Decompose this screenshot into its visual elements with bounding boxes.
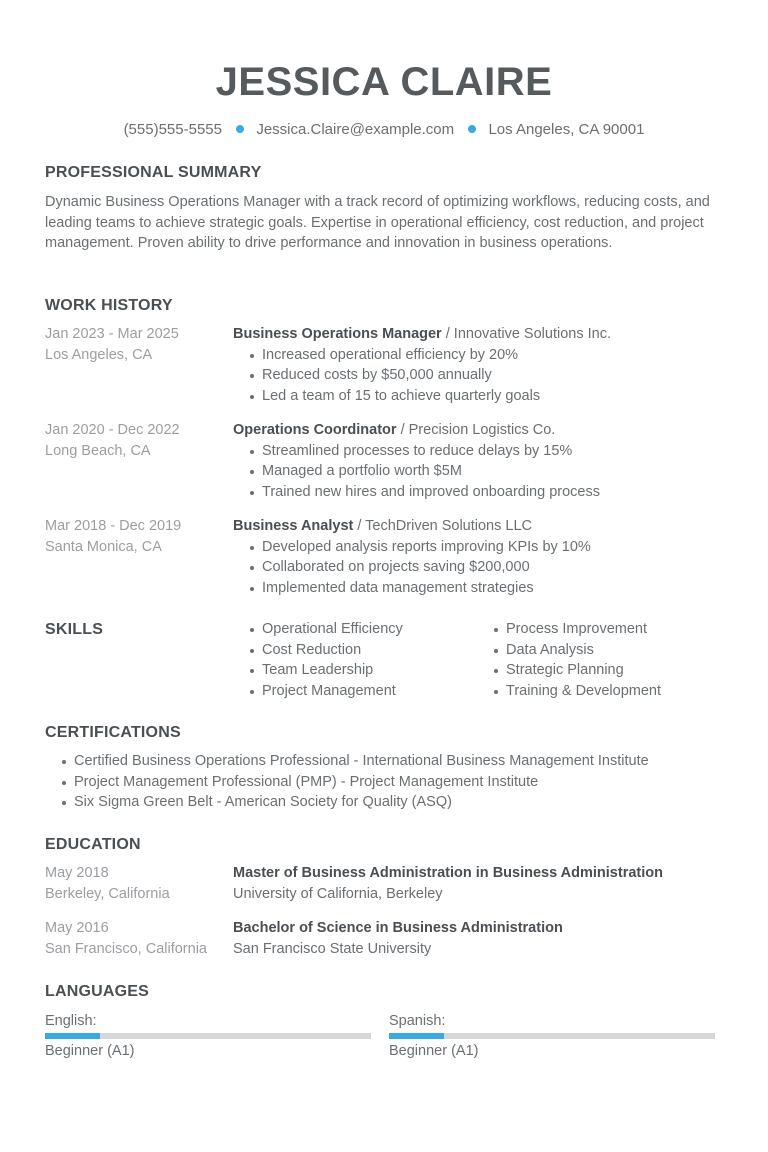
education-school: San Francisco State University [233, 940, 432, 957]
job-dates: Jan 2020 - Dec 2022 [45, 422, 180, 438]
job-location: Santa Monica, CA [45, 538, 162, 555]
skill-item: Project Management [262, 681, 403, 702]
job-bullet: Reduced costs by $50,000 annually [262, 365, 733, 386]
certifications-heading: CERTIFICATIONS [45, 724, 181, 741]
summary-text: Dynamic Business Operations Manager with a track record of optimizing workflows, reducing costs, and leading teams to achieve strategic goals. Expertise in operational efficiency, cost reduction, and project management. Proven ability to drive performance and innovation in business operations. [45, 194, 710, 252]
education-date: May 2016 [45, 920, 109, 936]
language-proficiency-fill [389, 1033, 444, 1039]
job-bullet: Developed analysis reports improving KPIs by 10% [262, 537, 733, 558]
skill-item: Strategic Planning [506, 660, 661, 681]
job-role: Business Operations Manager [233, 326, 442, 342]
job-bullet: Managed a portfolio worth $5M [262, 461, 733, 482]
job-bullet: Increased operational efficiency by 20% [262, 345, 733, 366]
skill-item: Data Analysis [506, 640, 661, 661]
education-location: San Francisco, California [45, 940, 207, 957]
separator-dot-icon [236, 125, 244, 133]
skill-item: Operational Efficiency [262, 619, 403, 640]
job-bullet: Streamlined processes to reduce delays by 15% [262, 441, 733, 462]
location: Los Angeles, CA 90001 [488, 121, 645, 138]
skill-item: Process Improvement [506, 619, 661, 640]
job-role: Business Analyst [233, 518, 354, 534]
separator-dot-icon [468, 125, 476, 133]
job-company: / Precision Logistics Co. [396, 422, 556, 438]
education-school: University of California, Berkeley [233, 885, 443, 902]
job-bullet: Trained new hires and improved onboarding process [262, 482, 733, 503]
language-proficiency-bar [389, 1033, 715, 1039]
skill-item: Team Leadership [262, 660, 403, 681]
language-proficiency-bar [45, 1033, 371, 1039]
certifications-list [45, 751, 735, 813]
education-degree: Bachelor of Science in Business Administration [233, 920, 563, 936]
job-bullet: Implemented data management strategies [262, 578, 733, 599]
contact-line [0, 121, 768, 138]
candidate-name: JESSICA CLAIRE [215, 60, 553, 104]
language-name: English: [45, 1013, 97, 1029]
job-bullet: Collaborated on projects saving $200,000 [262, 557, 733, 578]
work-history-heading: WORK HISTORY [45, 297, 173, 314]
language-level: Beginner (A1) [389, 1043, 479, 1059]
skill-item: Training & Development [506, 681, 661, 702]
education-location: Berkeley, California [45, 885, 170, 902]
education-degree: Master of Business Administration in Business Administration [233, 865, 663, 881]
job-dates: Mar 2018 - Dec 2019 [45, 518, 182, 534]
job-bullet: Led a team of 15 to achieve quarterly goals [262, 386, 733, 407]
job-location: Long Beach, CA [45, 442, 151, 459]
email: Jessica.Claire@example.com [256, 121, 455, 138]
language-level: Beginner (A1) [45, 1043, 135, 1059]
certification-item: Certified Business Operations Professional - International Business Management Institute [74, 751, 735, 772]
certification-item: Project Management Professional (PMP) - Project Management Institute [74, 772, 735, 793]
skills-heading: SKILLS [45, 621, 104, 638]
language-entry [389, 1012, 715, 1060]
education-heading: EDUCATION [45, 836, 141, 853]
languages-heading: LANGUAGES [45, 983, 150, 1000]
certification-item: Six Sigma Green Belt - American Society for Quality (ASQ) [74, 792, 735, 813]
job-company: / TechDriven Solutions LLC [353, 518, 533, 534]
job-dates: Jan 2023 - Mar 2025 [45, 326, 179, 342]
job-role: Operations Coordinator [233, 422, 397, 438]
language-entry [45, 1012, 371, 1060]
language-proficiency-fill [45, 1033, 100, 1039]
phone: (555)555-5555 [123, 121, 222, 138]
summary-heading: PROFESSIONAL SUMMARY [45, 164, 262, 181]
job-location: Los Angeles, CA [45, 346, 153, 363]
job-company: / Innovative Solutions Inc. [441, 326, 611, 342]
education-date: May 2018 [45, 865, 109, 881]
language-name: Spanish: [389, 1013, 446, 1029]
skill-item: Cost Reduction [262, 640, 403, 661]
